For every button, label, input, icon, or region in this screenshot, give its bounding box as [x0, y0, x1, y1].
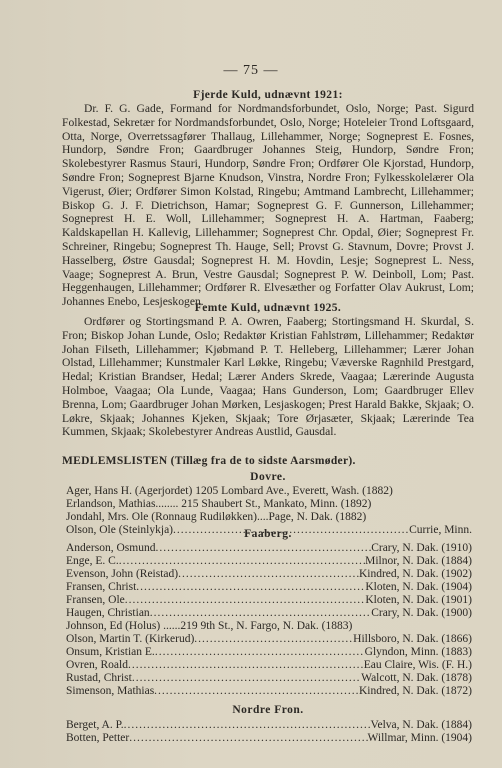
list-item: Enge, E. C. ..... Milnor, N. Dak. (1884): [66, 555, 472, 568]
list-item: Onsum, Kristian E. ..... Glyndon, Minn. (1883): [66, 646, 472, 659]
list-item: Rustad, Christ ..... Walcott, N. Dak. (1878): [66, 672, 472, 685]
femte-kuld-heading: Femte Kuld, udnævnt 1925.: [194, 302, 342, 314]
fjerde-kuld-heading: Fjerde Kuld, udnævnt 1921:: [193, 89, 343, 101]
list-item: Haugen, Christian ..... Crary, N. Dak. (1900): [66, 607, 472, 620]
list-item: Ager, Hans H. (Agerjordet) 1205 Lombard Ave., Everett, Wash. (1882): [66, 485, 393, 497]
list-item: Anderson, Osmund ..... Crary, N. Dak. (1910): [66, 542, 472, 555]
list-item: Evenson, John (Reistad) ..... Kindred, N. Dak. (1902): [66, 568, 472, 581]
list-item: Fransen, Christ ..... Kloten, N. Dak. (1904): [66, 581, 472, 594]
dovre-heading: Dovre.: [250, 471, 286, 483]
nordre-fron-heading: Nordre Fron.: [232, 704, 304, 716]
fjerde-kuld-text: Dr. F. G. Gade, Formand for Nordmandsforbundet, Oslo, Norge; Past. Sigurd Folkestad, Sekretær for Nordmandsforbundet, Oslo, Norge; Hoteleier Trond Loftsgaard, Otta, Norge, Overretssagfører Thallaug, Lillehammer, Norge; Sogneprest E. Fosnes, Hundorp, Søndre Fron; Gaardbruger Johannes Steig, Hundorp, Søndre Fron; Skolebestyrer Rasmus Stauri, Hundorp, Søndre Fron; Ordfører Ole Kjorstad, Hundorp, Søndre Fron; Sogneprest Bjarne Knudson, Vinstra, Nordre Fron; Fylkesskolelærer Ola Vigerust, Øier; Ordfører Simon Kolstad, Ringebu; Amtmand Lambrecht, Lillehammer; Biskop G. J. F. Dietrichson, Hamar; Sogneprest G. F. Gunnerson, Lillehammer; Sogneprest H. E. Woll, Lillehammer; Sogneprest H. A. Hartman, Faaberg; Kaldskapellan H. Kallevig, Lillehammer; Sogneprest Chr. Opdal, Øier; Sogneprest Fr. Schreiner, Ringebu; Sogneprest Th. Hauge, Sell; Provst G. Stavnum, Dovre; Provst J. Hasselberg, Østre Gausdal; Sogneprest H. M. Hovdin, Lesje; Sogneprest L. Ness, Vaage; Sogneprest A. Brun, Vestre Gausdal; Sogneprest P. W. Deinboll, Lom; Past. Heggenhaugen, Lillehammer; Ordfører R. Elvesæther og Forfatter Olav Aukrust, Lom; Johannes Enebo, Lesjeskogen.: [62, 102, 474, 309]
list-item: Fransen, Ole ..... Kloten, N. Dak. (1901): [66, 594, 472, 607]
list-item: Johnson, Ed (Holus) ......219 9th St., N. Fargo, N. Dak. (1883): [66, 620, 353, 632]
list-item: Simenson, Mathias ..... Kindred, N. Dak. (1872): [66, 685, 472, 698]
list-item: Olson, Martin T. (Kirkerud) ..... Hillsboro, N. Dak. (1866): [66, 633, 472, 646]
list-item: Ovren, Roald ..... Eau Claire, Wis. (F. H.): [66, 659, 472, 672]
member-list-title: MEDLEMSLISTEN (Tillæg fra de to sidste Aarsmøder).: [62, 455, 356, 467]
list-item: Jondahl, Mrs. Ole (Ronnaug Rudiløkken)....Page, N. Dak. (1882): [66, 511, 367, 523]
list-item: Berget, A. P. ..... Velva, N. Dak. (1884): [66, 719, 472, 732]
list-item: Erlandson, Mathias........ 215 Shaubert St., Mankato, Minn. (1892): [66, 498, 372, 510]
faaberg-heading: Faaberg.: [244, 528, 292, 540]
list-item: Botten, Petter ..... Willmar, Minn. (1904): [66, 732, 472, 745]
femte-kuld-text: Ordfører og Stortingsmand P. A. Owren, Faaberg; Stortingsmand H. Skurdal, S. Fron; Biskop Johan Lunde, Oslo; Redaktør Kristian Fahlstrøm, Lillehammer; Redaktør Johan Filseth, Lillehammer; Kjøbmand P. T. Helleberg, Lillehammer; Lærer Johan Olstad, Lillehammer; Kunstmaler Karl Løkke, Ringebu; Væverske Ragnhild Prestgard, Hedal; Kristian Brandser, Hedal; Lærer Anders Skrede, Vaagaa; Lærerinde Augusta Holmboe, Vaagaa; Ola Lunde, Vaagaa; Hans Gunderson, Lom; Gaardbruger Ellev Brenna, Lom; Gaardbruger Johan Mørken, Lesjaskogen; Prest Harald Bakke, Skjaak; O. Løkre, Skjaak; Johannes Kjeken, Skjaak; Tore Ørjasæter, Skjaak; Lærerinde Tea Kummen, Skjaak; Skolebestyrer Andreas Austlid, Gausdal.: [62, 315, 474, 439]
fjerde-kuld-section: [62, 88, 474, 309]
page-number: — 75 —: [223, 63, 279, 78]
list-item: Olson, Ole (Steinlykja) ..... Currie, Minn.: [66, 524, 472, 537]
femte-kuld-section: [62, 301, 474, 439]
